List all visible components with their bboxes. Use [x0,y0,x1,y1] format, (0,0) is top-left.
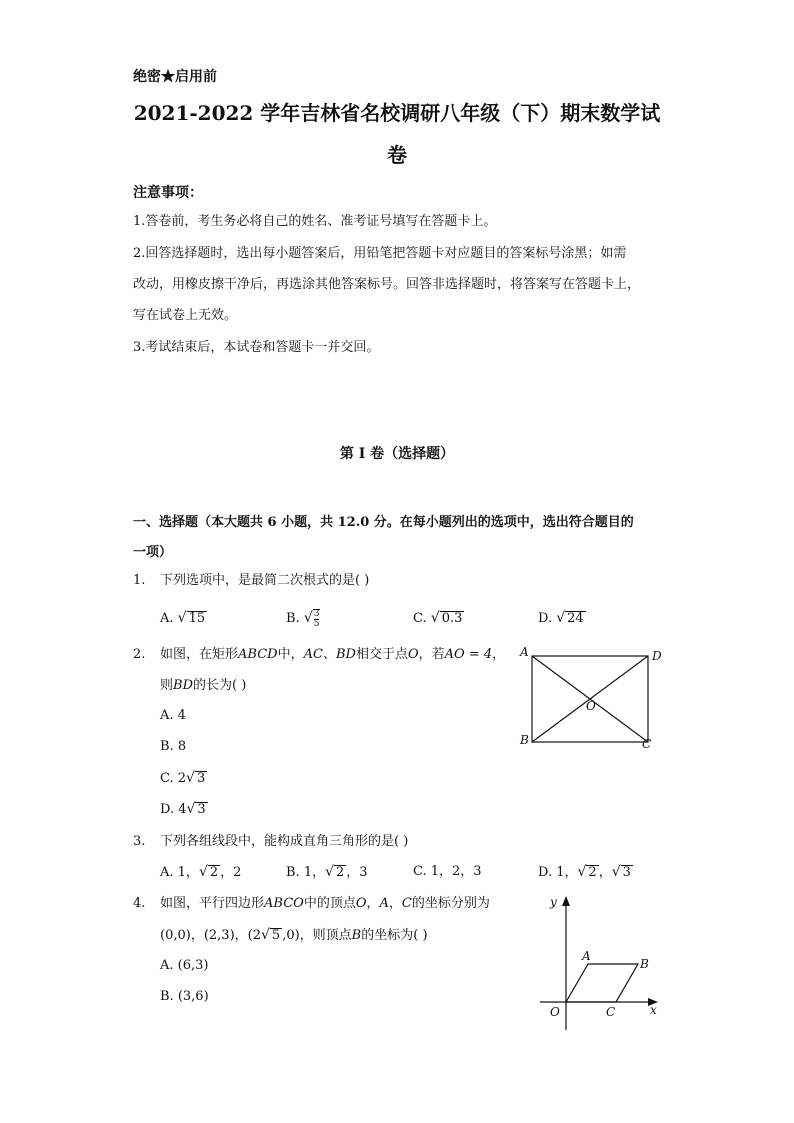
q1-a-label: A. [160,611,174,626]
section1-heading [133,508,673,568]
q4-line2-b: ,0)，则顶点 [282,928,352,943]
part1-heading: 第 I 卷（选择题） [339,446,455,462]
sqrt-icon: √ [177,610,187,626]
fig2-label-d: D [652,649,662,663]
q4-line2-radicand: 5 [271,928,281,943]
section1-heading-line2: 一项） [133,545,173,560]
fig4-label-b: B [640,957,649,971]
q4-line2-a: (0,0)，(2,3)，(2 [160,928,261,943]
q2-line2-b: 的长为( ) [193,678,247,693]
q3-a-label: A. 1， [160,865,199,880]
q1-b-denominator: 5 [313,618,320,629]
q2-math-abcd: ABCD [238,647,278,662]
q4-coordinate-figure [530,892,670,1037]
notice-item-2-line3: 写在试卷上无效。 [133,308,238,323]
q2-line2-a: 则 [160,678,174,693]
q4-line2-c: 的坐标为( ) [361,928,428,943]
q2-math-ac: AC [303,647,323,662]
q3-b-label: B. 1， [286,865,326,880]
notice-item-1: 1.答卷前，考生务必将自己的姓名、准考证号填写在答题卡上。 [133,214,497,229]
q4-text-line1 [160,889,490,919]
q2-option-b[interactable]: B. 8 [160,739,187,754]
q4-number: 4. [133,896,146,911]
q2-text-b: 中， [277,647,304,662]
fig2-label-o: O [586,699,596,713]
q3-number: 3. [133,834,146,849]
notice-item-2-line2: 改动，用橡皮擦干净后，再选涂其他答案标号。回答非选择题时，将答案写在答题卡上， [133,277,641,292]
q4-text-a: 如图，平行四边形 [160,896,265,911]
q3-option-d[interactable] [538,857,633,888]
sqrt-icon: √ [186,770,195,786]
fig2-label-b: B [520,733,529,747]
sqrt-icon: √ [430,610,440,626]
q1-d-radicand: 24 [567,611,584,626]
q3-a-tail: ，2 [220,865,242,880]
q1-b-label: B. [286,611,300,626]
q1-number: 1. [133,573,146,588]
q2-c-radicand: 3 [196,771,206,786]
q2-number: 2. [133,647,146,662]
fig2-label-c: C [642,737,652,751]
q2-c-label: C. 2 [160,771,187,786]
q4-math-c: C [401,896,412,911]
sqrt-icon: √ [303,610,313,626]
q3-text: 下列各组线段中，能构成直角三角形的是( ) [160,834,409,849]
q3-d-separator: ， [598,865,612,880]
q3-d-radicand-2: 3 [622,865,631,880]
fig2-label-a: A [520,645,529,659]
exam-title-line1: 2021-2022 学年吉林省名校调研八年级（下）期末数学试 [133,101,661,125]
q2-text-a: 如图，在矩形 [160,647,239,662]
q3-option-a[interactable] [160,857,241,888]
sqrt-icon: √ [556,610,566,626]
q4-text-b: 中的顶点 [303,896,356,911]
q2-text-d: 相交于点 [355,647,408,662]
q2-text-line2 [160,671,246,701]
q2-option-d[interactable] [160,794,208,825]
q1-c-radicand: 0.3 [441,611,463,626]
q4-text-e: 的坐标分别为 [411,896,490,911]
q2-option-a[interactable]: A. 4 [160,708,186,723]
q1-b-numerator: 3 [313,608,320,619]
exam-title-line2: 卷 [387,143,407,167]
q1-b-fraction [313,609,321,629]
q2-option-c[interactable] [160,763,207,794]
parallelogram-abco [566,964,638,1002]
q3-option-b[interactable] [286,857,368,888]
q4-math-a: A [379,896,389,911]
fig4-label-a: A [582,949,591,963]
fig4-label-y: y [550,895,557,909]
q2-d-radicand: 3 [197,802,206,817]
q2-line2-math: BD [173,678,193,693]
q1-c-label: C. [413,611,427,626]
q2-math-bd: BD [335,647,356,662]
q2-text-f: ， [492,647,506,662]
sqrt-icon: √ [198,864,208,880]
q1-d-label: D. [538,611,553,626]
fig4-label-o: O [550,1005,560,1019]
q3-d-radicand-1: 2 [588,865,597,880]
secret-label: 绝密★启用前 [133,69,217,85]
q1-text: 下列选项中，是最简二次根式的是( ) [160,573,370,588]
sqrt-icon: √ [611,864,621,880]
q3-option-c[interactable]: C. 1，2，3 [413,864,482,879]
q4-text-c: ， [366,896,380,911]
q3-b-radicand: 2 [336,865,345,880]
q4-option-b[interactable]: B. (3,6) [160,989,209,1004]
q4-option-a[interactable]: A. (6,3) [160,958,209,973]
q4-text-d: ， [388,896,402,911]
q2-text-c: 、 [322,647,336,662]
notice-item-2-line1: 2.回答选择题时，选出每小题答案后，用铅笔把答题卡对应题目的答案标号涂黑；如需 [133,246,627,261]
notice-heading: 注意事项： [133,185,203,201]
q1-option-a[interactable] [160,603,207,634]
fig4-label-c: C [606,1005,616,1019]
q4-math-abco: ABCO [264,896,304,911]
sqrt-icon: √ [577,864,587,880]
q3-d-label: D. 1， [538,865,578,880]
q1-option-b[interactable] [286,603,320,634]
q4-line2-math: B [351,928,362,943]
sqrt-icon: √ [186,801,196,817]
q3-a-radicand: 2 [209,865,219,880]
y-axis-arrow-icon [562,896,570,906]
sqrt-icon: √ [260,927,270,943]
q1-a-radicand: 15 [188,611,206,626]
notice-item-3: 3.考试结束后，本试卷和答题卡一并交回。 [133,340,380,355]
q2-math-ao: AO = 4 [444,647,493,662]
q2-rectangle-figure [512,644,672,754]
q4-math-o: O [355,896,367,911]
q2-d-label: D. 4 [160,802,187,817]
q1-option-c[interactable] [413,603,464,634]
q1-option-d[interactable] [538,603,586,634]
sqrt-icon: √ [325,864,335,880]
q2-text-e: ，若 [418,647,445,662]
q2-text-line1 [160,640,535,670]
q4-text-line2 [160,920,428,951]
q2-math-o: O [407,647,419,662]
q3-b-tail: ，3 [346,865,368,880]
section1-heading-line1: 一、选择题（本大题共 6 小题，共 12.0 分。在每小题列出的选项中，选出符合题目的 [133,515,634,530]
fig4-label-x: x [650,1003,657,1017]
